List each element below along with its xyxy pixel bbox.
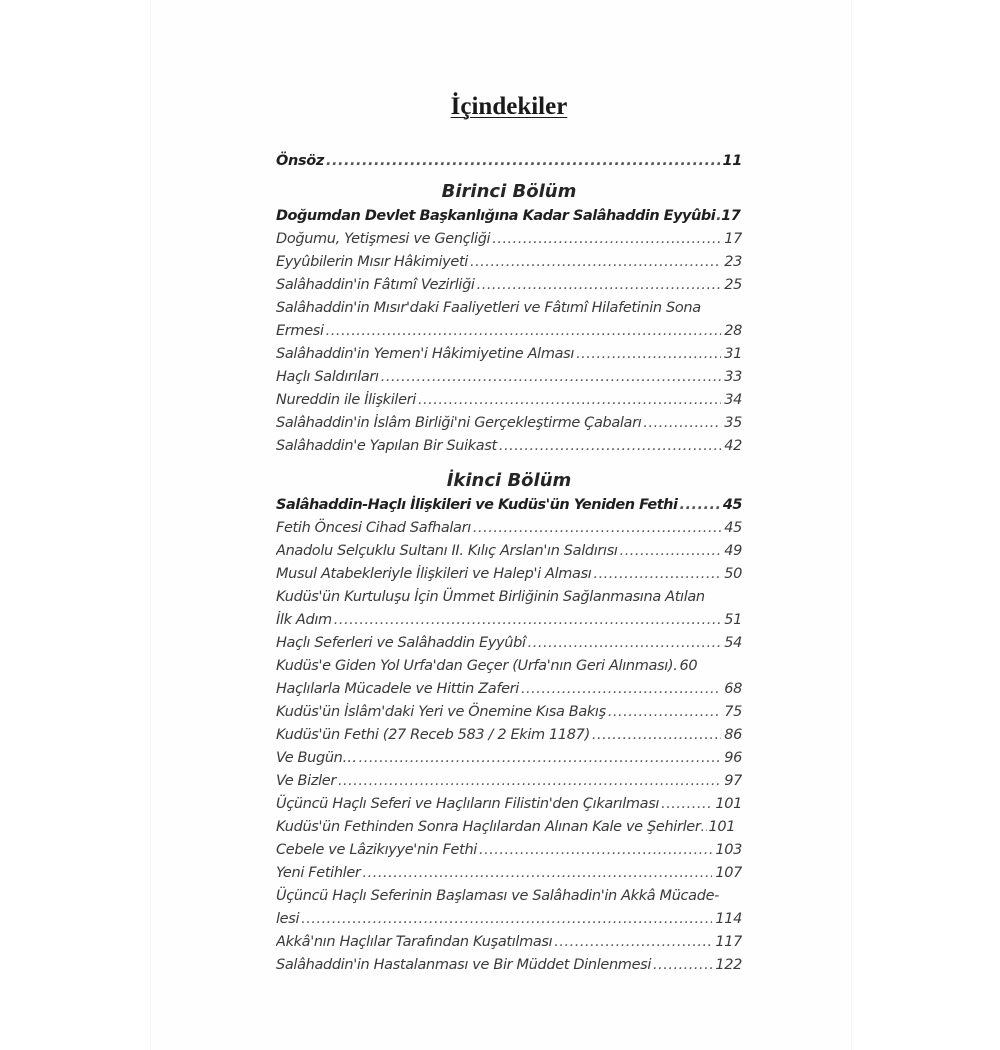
- toc-entry-label: Haçlı Saldırıları: [276, 369, 379, 385]
- dot-leader: [700, 816, 707, 839]
- toc-entry[interactable]: [276, 389, 742, 412]
- toc-entry-label: Salâhaddin'in Hastalanması ve Bir Müddet Dinlenmesi: [276, 957, 652, 973]
- toc-entry[interactable]: [276, 435, 742, 458]
- dot-leader: [554, 931, 712, 954]
- dot-leader: [608, 701, 721, 724]
- toc-entry-label: Kudüs'ün Fethinden Sonra Haçlılardan Alınan Kale ve Şehirler: [276, 819, 701, 835]
- toc-entry-label: Eyyûbilerin Mısır Hâkimiyeti: [276, 254, 468, 270]
- dot-leader: [593, 563, 721, 586]
- toc-entry[interactable]: [276, 724, 742, 747]
- toc-entry-page: 28: [724, 323, 742, 339]
- toc-entry-page: 45: [724, 520, 742, 536]
- toc-entry-page: 45: [722, 497, 742, 513]
- toc-entry-label: Salâhaddin'in Fâtımî Vezirliği: [276, 277, 475, 293]
- dot-leader: [338, 770, 721, 793]
- toc-entry[interactable]: [276, 816, 742, 839]
- chapter-entry-2[interactable]: [276, 494, 742, 517]
- dot-leader: [477, 274, 722, 297]
- toc-entry-label: Nureddin ile İlişkileri: [276, 392, 416, 408]
- toc-entry-label: Anadolu Selçuklu Sultanı II. Kılıç Arslan'ın Saldırısı: [276, 543, 618, 559]
- dot-leader: [301, 908, 712, 931]
- dot-leader: [716, 205, 720, 228]
- toc-entry-page: 33: [724, 369, 742, 385]
- dot-leader: [521, 678, 721, 701]
- toc-entry-page: 107: [715, 865, 742, 881]
- toc-entry-page: 60: [679, 658, 698, 674]
- toc-entry-page: 101: [715, 796, 742, 812]
- toc-entry-page: 96: [724, 750, 742, 766]
- dot-leader: [334, 609, 721, 632]
- dot-leader: [576, 343, 721, 366]
- toc-entry-page: 25: [724, 277, 742, 293]
- toc-entry[interactable]: [276, 320, 742, 343]
- toc-entry[interactable]: [276, 908, 742, 931]
- toc-entry[interactable]: [276, 412, 742, 435]
- dot-leader: [661, 793, 712, 816]
- toc-entry-page: 122: [715, 957, 742, 973]
- toc-entry[interactable]: [276, 747, 742, 770]
- dot-leader: [479, 839, 712, 862]
- toc-entry[interactable]: [276, 931, 742, 954]
- toc-entry[interactable]: [276, 862, 742, 885]
- page-title: [276, 88, 742, 128]
- toc-entry-page: 101: [708, 819, 736, 835]
- toc-entry-page: 75: [724, 704, 742, 720]
- toc-entry-label: Cebele ve Lâzikıyye'nin Fethi: [276, 842, 477, 858]
- toc-entry-page: 114: [715, 911, 742, 927]
- dot-leader: [363, 862, 713, 885]
- toc-entry-page: 50: [724, 566, 742, 582]
- toc-entry-page: 23: [724, 254, 742, 270]
- toc-entry-label: Akkâ'nın Haçlılar Tarafından Kuşatılması: [276, 934, 553, 950]
- toc-entry-label: Üçüncü Haçlı Seferi ve Haçlıların Filistin'den Çıkarılması: [276, 796, 660, 812]
- dot-leader: [499, 435, 721, 458]
- toc-entry[interactable]: [276, 251, 742, 274]
- toc-entry[interactable]: [276, 228, 742, 251]
- toc-entry-preface[interactable]: [276, 150, 742, 173]
- toc-entry-label: Salâhaddin'in Yemen'i Hâkimiyetine Alması: [276, 346, 575, 362]
- toc-entry-label: Önsöz: [276, 153, 324, 169]
- toc-entry-label: Fetih Öncesi Cihad Safhaları: [276, 520, 471, 536]
- toc-entry[interactable]: [276, 274, 742, 297]
- toc-entry[interactable]: [276, 366, 742, 389]
- toc-entry[interactable]: [276, 678, 742, 701]
- toc-entry-label: Salâhaddin'in Mısır'daki Faaliyetleri ve Fâtımî Hilafetinin Sona: [276, 300, 701, 316]
- toc-entry-label: Doğumu, Yetişmesi ve Gençliği: [276, 231, 491, 247]
- toc-entry[interactable]: [276, 343, 742, 366]
- toc-entry[interactable]: [276, 632, 742, 655]
- toc-entry[interactable]: [276, 563, 742, 586]
- toc-entry-page: 17: [724, 231, 742, 247]
- toc-entry-label: Kudüs'ün İslâm'daki Yeri ve Önemine Kısa Bakış: [276, 704, 606, 720]
- toc-entry[interactable]: [276, 954, 742, 977]
- toc-entry-page: 11: [722, 153, 742, 169]
- toc-entry-label: Salâhaddin'in İslâm Birliği'ni Gerçekleştirme Çabaları: [276, 415, 642, 431]
- toc-entry[interactable]: [276, 609, 742, 632]
- toc-entry[interactable]: [276, 540, 742, 563]
- toc-entry-line1[interactable]: [276, 297, 742, 320]
- toc-entry-line1[interactable]: [276, 885, 742, 908]
- toc-entry-label: Haçlı Seferleri ve Salâhaddin Eyyûbî: [276, 635, 526, 651]
- page-title-text: İçindekiler: [450, 93, 568, 120]
- dot-leader: [620, 540, 722, 563]
- toc-entry-page: 68: [724, 681, 742, 697]
- dot-leader: [470, 251, 721, 274]
- toc-entry-label: İlk Adım: [276, 612, 332, 628]
- toc-entry-label: lesi: [276, 911, 300, 927]
- toc-entry-page: 31: [724, 346, 742, 362]
- section-heading-2: İkinci Bölüm: [446, 470, 572, 491]
- toc-entry-page: 17: [721, 208, 741, 224]
- toc-entry-label: Musul Atabekleriyle İlişkileri ve Halep'i Alması: [276, 566, 592, 582]
- dot-leader: [326, 150, 720, 173]
- table-of-contents: [276, 88, 742, 977]
- toc-entry-label: Üçüncü Haçlı Seferinin Başlaması ve Salâhadin'in Akkâ Mücade-: [276, 888, 720, 904]
- toc-entry-label: Kudüs'ün Kurtuluşu İçin Ümmet Birliğinin Sağlanmasına Atılan: [276, 589, 705, 605]
- dot-leader: [473, 517, 721, 540]
- toc-entry-label: Salâhaddin-Haçlı İlişkileri ve Kudüs'ün Yeniden Fethi: [276, 497, 678, 513]
- toc-entry-label: Doğumdan Devlet Başkanlığına Kadar Salâhaddin Eyyûbi: [276, 208, 716, 224]
- dot-leader: [418, 389, 721, 412]
- toc-entry[interactable]: [276, 701, 742, 724]
- toc-entry-page: 97: [724, 773, 742, 789]
- toc-entry-page: 117: [715, 934, 742, 950]
- chapter-entry-1[interactable]: [276, 205, 742, 228]
- toc-entry-page: 51: [724, 612, 742, 628]
- dot-leader: [679, 494, 719, 517]
- dot-leader: [528, 632, 722, 655]
- dot-leader: [492, 228, 721, 251]
- toc-entry-page: 49: [724, 543, 742, 559]
- dot-leader: [643, 412, 721, 435]
- toc-entry[interactable]: [276, 655, 742, 678]
- toc-entry-label: Yeni Fetihler: [276, 865, 361, 881]
- toc-entry-page: 35: [724, 415, 742, 431]
- dot-leader: [326, 320, 722, 343]
- toc-entry-page: 34: [724, 392, 742, 408]
- toc-entry-label: Kudüs'e Giden Yol Urfa'dan Geçer (Urfa'nın Geri Alınması).: [276, 658, 678, 674]
- section-heading-1: Birinci Bölüm: [441, 181, 577, 202]
- toc-entry-label: Kudüs'ün Fethi (27 Receb 583 / 2 Ekim 1187): [276, 727, 590, 743]
- toc-entry-line1[interactable]: [276, 586, 742, 609]
- toc-entry-label: Haçlılarla Mücadele ve Hittin Zaferi: [276, 681, 519, 697]
- toc-entry-label: Ve Bizler: [276, 773, 336, 789]
- dot-leader: [653, 954, 712, 977]
- toc-entry-page: 54: [724, 635, 742, 651]
- toc-entry[interactable]: [276, 517, 742, 540]
- dot-leader: [359, 747, 722, 770]
- toc-entry-label: Salâhaddin'e Yapılan Bir Suikast: [276, 438, 497, 454]
- dot-leader: [592, 724, 721, 747]
- toc-entry-label: Ermesi: [276, 323, 324, 339]
- toc-entry-page: 103: [715, 842, 742, 858]
- toc-entry-page: 86: [724, 727, 742, 743]
- dot-leader: [381, 366, 722, 389]
- toc-entry-page: 42: [724, 438, 742, 454]
- toc-entry[interactable]: [276, 839, 742, 862]
- toc-entry-label: Ve Bugün…: [276, 750, 357, 766]
- toc-entry[interactable]: [276, 770, 742, 793]
- toc-entry[interactable]: [276, 793, 742, 816]
